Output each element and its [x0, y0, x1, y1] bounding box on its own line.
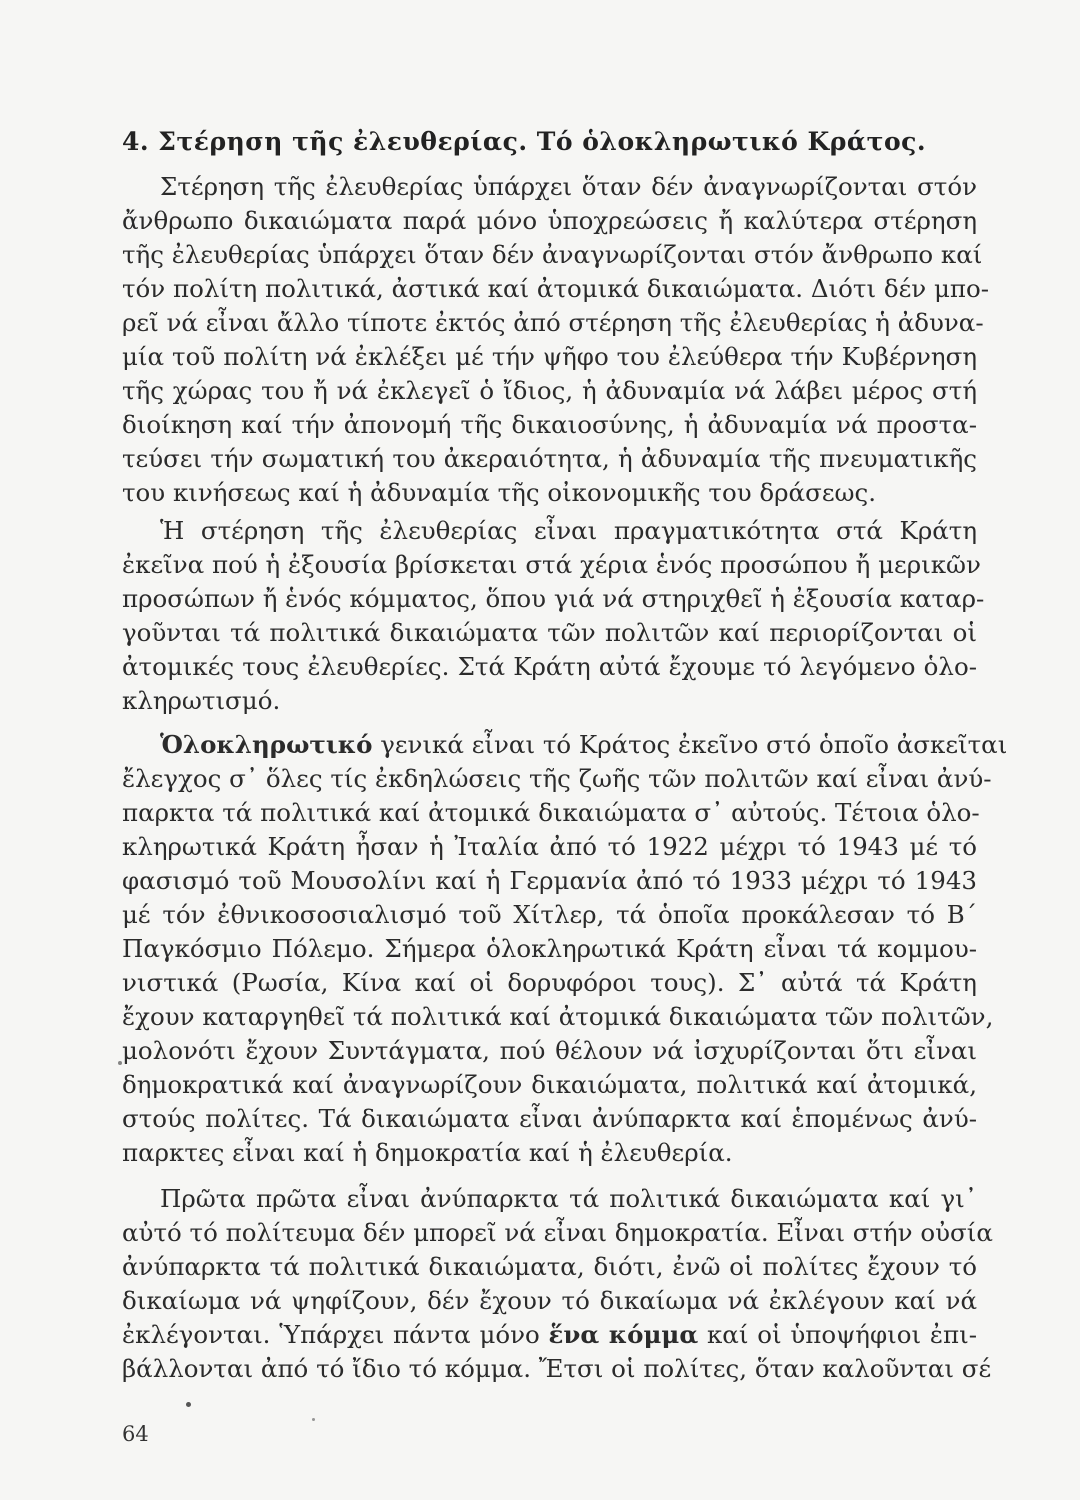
scan-speck — [118, 1061, 122, 1065]
text-line — [122, 1318, 977, 1352]
text-line: μολονότι ἔχουν Συντάγματα, πού θέλουν νά ἰσχυρίζονται ὅτι εἶναι — [122, 1036, 977, 1065]
text-line: ἀτομικές τους ἐλευθερίες. Στά Κράτη αὐτά ἔχουμε τό λεγόμενο ὁλο- — [122, 652, 977, 681]
text-line: τεύσει τήν σωματική του ἀκεραιότητα, ἡ ἀδυναμία τῆς πνευματικῆς — [122, 444, 977, 473]
text-line: τῆς ἐλευθερίας ὑπάρχει ὅταν δέν ἀναγνωρίζονται στόν ἄνθρωπο καί — [122, 240, 983, 269]
text-line: κληρωτικά Κράτη ἦσαν ἡ Ἰταλία ἀπό τό 1922 μέχρι τό 1943 μέ τό — [122, 832, 977, 861]
text-line: μέ τόν ἐθνικοσοσιαλισμό τοῦ Χίτλερ, τά ὁποῖα προκάλεσαν τό Β´ — [122, 900, 977, 929]
text-line: διοίκηση καί τήν ἀπονομή τῆς δικαιοσύνης, ἡ ἀδυναμία νά προστα- — [122, 410, 977, 439]
text-line: φασισμό τοῦ Μουσολίνι καί ἡ Γερμανία ἀπό τό 1933 μέχρι τό 1943 — [122, 866, 977, 895]
text-line — [160, 728, 1008, 762]
text-segment: γενικά εἶναι τό Κράτος ἐκεῖνο στό ὁποῖο ἀσκεῖται — [372, 730, 1008, 759]
text-line: μία τοῦ πολίτη νά ἐκλέξει μέ τήν ψῆφο του ἐλεύθερα τήν Κυβέρνηση — [122, 342, 977, 371]
text-line: ἐκεῖνα πού ἡ ἐξουσία βρίσκεται στά χέρια ἑνός προσώπου ἤ μερικῶν — [122, 550, 981, 579]
text-line: τῆς χώρας του ἤ νά ἐκλεγεῖ ὁ ἴδιος, ἡ ἀδυναμία νά λάβει μέρος στή — [122, 376, 977, 405]
text-line: ἔλεγχος σ᾽ ὅλες τίς ἐκδηλώσεις τῆς ζωῆς τῶν πολιτῶν καί εἶναι ἀνύ- — [122, 764, 992, 793]
bold-phrase: ἕνα κόμμα — [548, 1320, 699, 1349]
text-line: προσώπων ἤ ἑνός κόμματος, ὅπου γιά νά στηριχθεῖ ἡ ἐξουσία καταρ- — [122, 584, 985, 613]
text-line: αὐτό τό πολίτευμα δέν μπορεῖ νά εἶναι δημοκρατία. Εἶναι στήν οὐσία — [122, 1218, 993, 1247]
text-line: παρκτα τά πολιτικά καί ἀτομικά δικαιώματα σ᾽ αὐτούς. Τέτοια ὁλο- — [122, 798, 980, 827]
scan-speck — [186, 1402, 191, 1407]
scan-speck — [312, 1418, 315, 1421]
text-line: Παγκόσμιο Πόλεμο. Σήμερα ὁλοκληρωτικά Κράτη εἶναι τά κομμου- — [122, 934, 977, 963]
text-line: τόν πολίτη πολιτικά, ἀστικά καί ἀτομικά δικαιώματα. Διότι δέν μπο- — [122, 274, 990, 303]
text-line: δημοκρατικά καί ἀναγνωρίζουν δικαιώματα, πολιτικά καί ἀτομικά, — [122, 1070, 977, 1099]
bold-term: Ὁλοκληρωτικό — [160, 730, 373, 759]
text-line: ἀνύπαρκτα τά πολιτικά δικαιώματα, διότι, ἐνῶ οἱ πολίτες ἔχουν τό — [122, 1252, 977, 1281]
text-line: γοῦνται τά πολιτικά δικαιώματα τῶν πολιτῶν καί περιορίζονται οἱ — [122, 618, 977, 647]
text-line: κληρωτισμό. — [122, 686, 281, 715]
section-heading: 4. Στέρηση τῆς ἐλευθερίας. Τό ὁλοκληρωτικό Κράτος. — [122, 127, 927, 156]
page-number: 64 — [122, 1422, 149, 1446]
text-line: ἄνθρωπο δικαιώματα παρά μόνο ὑποχρεώσεις ἤ καλύτερα στέρηση — [122, 206, 977, 235]
text-line: ρεῖ νά εἶναι ἄλλο τίποτε ἐκτός ἀπό στέρηση τῆς ἐλευθερίας ἡ ἀδυνα- — [122, 308, 984, 337]
text-line: βάλλονται ἀπό τό ἴδιο τό κόμμα. Ἔτσι οἱ πολίτες, ὅταν καλοῦνται σέ — [122, 1354, 992, 1383]
text-segment: καί οἱ ὑποψήφιοι ἐπι- — [698, 1320, 978, 1349]
text-line: του κινήσεως καί ἡ ἀδυναμία τῆς οἰκονομικῆς του δράσεως. — [122, 478, 877, 507]
text-line: ἔχουν καταργηθεῖ τά πολιτικά καί ἀτομικά δικαιώματα τῶν πολιτῶν, — [122, 1002, 994, 1031]
text-line: νιστικά (Ρωσία, Κίνα καί οἱ δορυφόροι τους). Σ᾽ αὐτά τά Κράτη — [122, 968, 977, 997]
text-line: δικαίωμα νά ψηφίζουν, δέν ἔχουν τό δικαίωμα νά ἐκλέγουν καί νά — [122, 1286, 977, 1315]
text-segment: ἐκλέγονται. Ὑπάρχει πάντα μόνο — [122, 1320, 549, 1349]
text-line: Ἡ στέρηση τῆς ἐλευθερίας εἶναι πραγματικότητα στά Κράτη — [160, 516, 977, 545]
text-line: Πρῶτα πρῶτα εἶναι ἀνύπαρκτα τά πολιτικά δικαιώματα καί γι᾽ — [160, 1184, 977, 1213]
text-line: στούς πολίτες. Τά δικαιώματα εἶναι ἀνύπαρκτα καί ἑπομένως ἀνύ- — [122, 1104, 977, 1133]
text-line: παρκτες εἶναι καί ἡ δημοκρατία καί ἡ ἐλευθερία. — [122, 1138, 733, 1167]
text-line: Στέρηση τῆς ἐλευθερίας ὑπάρχει ὅταν δέν ἀναγνωρίζονται στόν — [160, 172, 977, 201]
